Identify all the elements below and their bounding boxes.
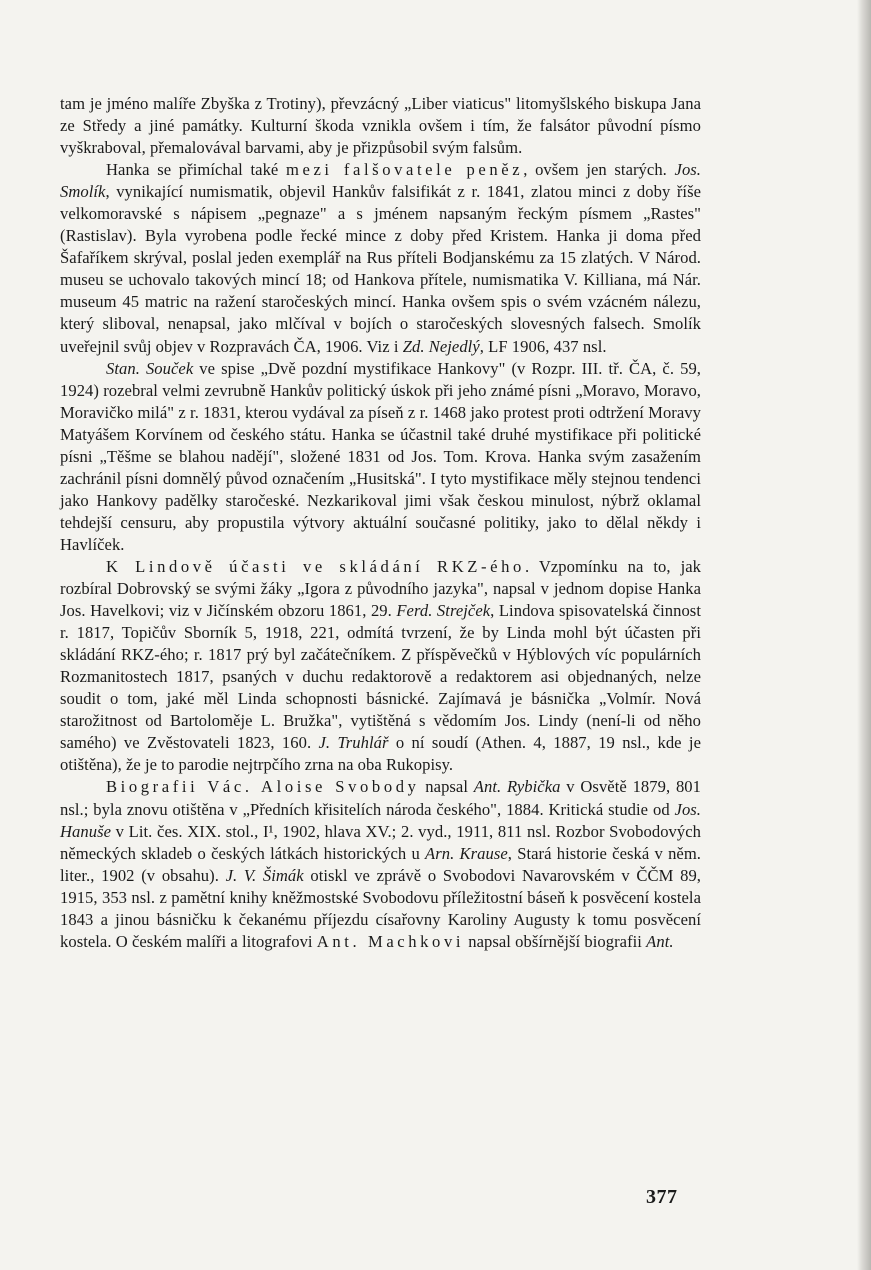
text-run: , ovšem jen starých. [523,160,675,180]
italic-run: Jos. Smolík [60,160,701,202]
text-run: , vynikající numismatik, objevil Hankův falsifikát z r. 1841, zlatou minci z doby říše velkomoravské s nápisem „pegnaze" a s jménem napsaným řeckým písmem „Rastes" (Rastislav). Byla vyrobena podle řecké mince z doby před Kristem. Hanka ji doma před Šafaříkem skrýval, poslal jeden exemplář na Rus příteli Bodjanskému za 15 zlatých. V Národ. museu se uchovalo takových mincí 18; od Hankova přítele, numismatika V. Killiana, má Nár. museum 45 matric na ražení staročeských mincí. Hanka ovšem spis o svém vzácném nálezu, který sliboval, nenapsal, jako mlčíval v bojích o staročeských slovesných falsech. Smolík uveřejnil svůj objev v Rozpravách ČA, 1906. Viz i [60,182,701,356]
text-run: v Osvětě 1879, 801 nsl.; byla znovu otištěna v „Předních křisitelích národa českého", 1884. Kritická studie od [60,777,701,819]
spaced-run: Biografii Vác. Aloise Svobody [106,777,420,797]
spaced-run: K Lindově účasti ve skládání RKZ-ého [106,556,525,576]
text-run: . Vzpomínku na to, jak rozbíral Dobrovský se svými žáky „Igora z původního jazyka", napsal v jednom dopise Hanka Jos. Havelkovi; viz v Jičínském obzoru 1861, 29. [60,556,701,621]
text-run: Hanka se přimíchal také [106,160,286,180]
page-edge [857,0,871,1270]
italic-run: J. V. Šimák [225,865,304,885]
italic-run: Jos. Hanuše [60,799,701,841]
text-run: o ní soudí (Athen. 4, 1887, 19 nsl., kde je otištěna), že je to parodie nejtrpčího zrna na oba Rukopisy. [60,733,702,775]
paragraph [60,776,701,952]
italic-run: Zd. Nejedlý [402,336,480,356]
paragraph [60,93,701,159]
italic-run: Arn. Krause [425,843,508,863]
paragraph [60,556,701,776]
italic-run: J. Truhlář [318,733,389,753]
paragraph [60,159,701,357]
italic-run: Ant. [646,931,674,951]
text-run: ve spise „Dvě pozdní mystifikace Hankovy" (v Rozpr. III. tř. ČA, č. 59, 1924) rozebral velmi zevrubně Hankův politický úskok při jeho známé písni „Moravo, Moravo, Moravičko milá" z r. 1831, kterou vydával za píseň z r. 1468 jako protest proti odtržení Moravy Matyášem Korvínem od českého státu. Hanka se účastnil také druhé mystifikace při politické písni „Těšme se blahou nadějí", složené 1831 od Jos. Tom. Krova. Hanka svým zasažením zachránil písni domnělý původ označením „Husitská". I tyto mystifikace měly stejnou tendenci jako Hankovy padělky staročeské. Nezkarikoval jimi však českou minulost, nýbrž oklamal tehdejší censuru, aby propustila výtvory aktuální současné politiky, jako to dělal někdy i Havlíček. [60,358,701,554]
text-run: napsal [419,777,474,797]
text-run: , Stará historie česká v něm. liter., 1902 (v obsahu). [60,843,702,885]
italic-run: Stan. Souček [106,358,194,378]
text-run: napsal obšírnější biografii [464,931,647,951]
paragraph [60,358,701,556]
body-text [60,93,701,953]
text-run: otiskl ve zprávě o Svobodovi Navarovském v ČČM 89, 1915, 353 nsl. z pamětní knihy kněžmostské Svobodovu příležitostní báseň k posvěcení kostela 1843 a jinou básničku k čekanému příjezdu císařovny Karoliny Augusty k tomu posvěcení kostela. O českém malíři a litografovi [60,865,701,951]
text-run: , LF 1906, 437 nsl. [479,336,607,356]
spaced-run: mezi falšovatele peněz [286,160,524,180]
text-run: v Lit. čes. XIX. stol., I¹, 1902, hlava XV.; 2. vyd., 1911, 811 nsl. Rozbor Svobodových německých skladeb o českých látkách historických u [60,821,701,863]
page-number: 377 [646,1186,678,1208]
italic-run: Ferd. Strejček [396,601,491,621]
text-run: , Lindova spisovatelská činnost r. 1817, Topičův Sborník 5, 1918, 221, odmítá tvrzení, že by Linda mohl být účasten při skládání RKZ-ého; r. 1817 prý byl začátečníkem. Z příspěvečků v Hýblových víc populárních Rozmanitostech 1817, psaných v duchu redaktorově a redaktorem asi objednaných, nelze soudit o tom, jaké měl Linda schopnosti básnické. Zajímavá je básnička „Volmír. Nová starožitnost od Bartoloměje L. Bružka", vytištěná s vědomím Jos. Lindy (není-li od něho samého) ve Zvěstovateli 1823, 160. [60,601,701,753]
spaced-run: Ant. Machkovi [316,931,465,951]
text-run: tam je jméno malíře Zbyška z Trotiny), převzácný „Liber viaticus" litomyšlského biskupa Jana ze Středy a jiné památky. Kulturní škoda vznikla ovšem i tím, že falsátor původní písmo vyškraboval, přemalovával barvami, aby je přizpůsobil svým falsům. [60,94,701,158]
italic-run: Ant. Rybička [473,777,561,797]
